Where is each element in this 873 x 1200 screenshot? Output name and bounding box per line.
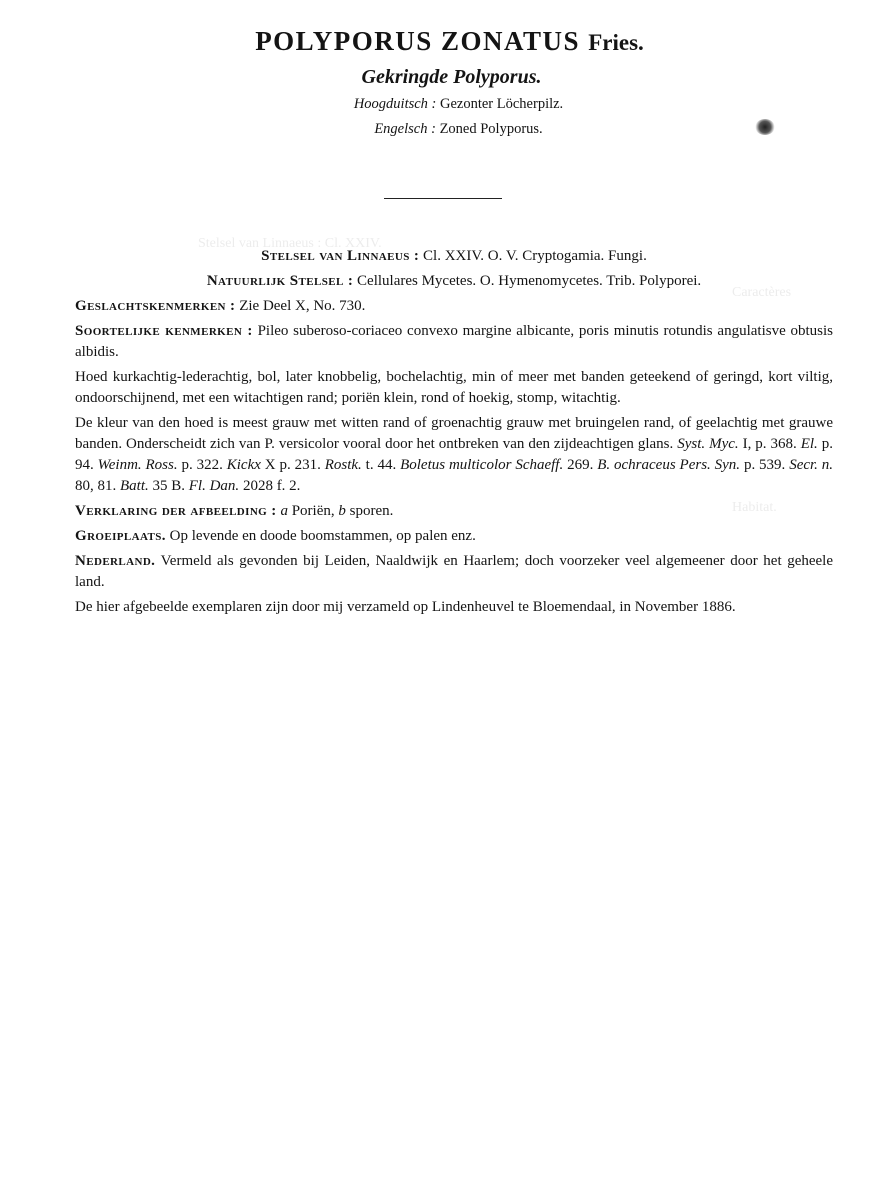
reference-detail: I, p. 368.: [742, 436, 797, 452]
german-name: Gezonter Löcherpilz.: [440, 96, 564, 112]
species-characters-text: Pileo suberoso-coriaceo convexo margine albicante, poris minutis rotundis angulatisve obtusis albidis.: [75, 323, 834, 360]
reference-detail: p. 94.: [75, 436, 834, 473]
figure-key-a-text: Poriën,: [291, 503, 335, 519]
habitat-text: Op levende en doode boomstammen, op palen enz.: [169, 528, 476, 544]
linnaeus-label: Stelsel van Linnaeus :: [261, 248, 420, 264]
natural-system-text: Cellulares Mycetes. O. Hymenomycetes. Trib. Polyporei.: [357, 273, 702, 289]
reference-detail: 80, 81.: [75, 478, 117, 494]
closing-paragraph: De hier afgebeelde exemplaren zijn door mij verzameld op Lindenheuvel te Bloemendaal, in November 1886.: [75, 599, 736, 615]
species-characters-paragraph: [75, 321, 833, 363]
bleed-through-text: Caractères: [732, 285, 792, 300]
figure-explanation-line: [75, 501, 833, 522]
reference-title: Rostk.: [324, 457, 362, 473]
colour-description: De kleur van den hoed is meest grauw met witten rand of groenachtig grauw met bruingelen rand, of geelachtig met grauwe banden. Onderscheidt zich van P. versicolor vooral door het ontbreken van den zijdeachtigen glans.: [75, 415, 833, 452]
genus-characters-line: [75, 296, 833, 317]
reference-detail: t. 44.: [365, 457, 397, 473]
habitat-line: [75, 526, 833, 547]
reference-detail: X p. 231.: [264, 457, 321, 473]
reference-title: Boletus multicolor Schaeff.: [400, 457, 564, 473]
english-language-label: Engelsch :: [374, 121, 436, 137]
netherlands-label: Nederland.: [75, 553, 156, 569]
german-language-label: Hoogduitsch :: [353, 96, 437, 112]
reference-title: Kickx: [226, 457, 261, 473]
reference-title: Batt.: [120, 478, 149, 494]
natural-system-label: Natuurlijk Stelsel :: [206, 273, 354, 289]
figure-key-b: b: [338, 503, 346, 519]
genus-label: Geslachtskenmerken :: [75, 298, 236, 314]
natural-system-line: [75, 271, 833, 292]
reference-title: Syst. Myc.: [677, 436, 739, 452]
description-paragraph: Hoed kurkachtig-lederachtig, bol, later knobbelig, bochelachtig, min of meer met banden geteekend of geringd, kort viltig, ondoorschijnend, met een witachtigen rand; poriën klein, rond of hoekig, stomp, witachtig.: [75, 369, 833, 406]
bleed-through-text: Stelsel van Linnaeus : Cl. XXIV.: [198, 236, 382, 251]
linnaeus-system-line: [75, 246, 833, 267]
species-author: Fries.: [588, 30, 644, 55]
reference-detail: 35 B.: [152, 478, 186, 494]
genus-text: Zie Deel X, No. 730.: [239, 298, 366, 314]
english-name: Zoned Polyporus.: [439, 121, 543, 137]
reference-detail: p. 322.: [181, 457, 223, 473]
species-characters-label: Soortelijke kenmerken :: [75, 323, 253, 339]
figure-explanation-label: Verklaring der afbeelding :: [75, 503, 277, 519]
reference-title: B. ochraceus Pers. Syn.: [597, 457, 741, 473]
netherlands-paragraph: [75, 551, 833, 593]
habitat-label: Groeiplaats.: [75, 528, 166, 544]
reference-title: Secr. n.: [789, 457, 834, 473]
figure-key-a: a: [280, 503, 288, 519]
title-block: [0, 22, 873, 142]
colour-and-references-paragraph: [75, 413, 833, 497]
divider-rule: [384, 198, 502, 199]
reference-detail: 2028 f. 2.: [242, 478, 301, 494]
german-name-line: [0, 92, 873, 117]
species-name: POLYPORUS ZONATUS: [255, 26, 580, 56]
english-name-line: [0, 117, 873, 142]
page-title: [0, 22, 873, 62]
reference-detail: 269.: [567, 457, 594, 473]
linnaeus-text: Cl. XXIV. O. V. Cryptogamia. Fungi.: [423, 248, 647, 264]
figure-key-b-text: sporen.: [349, 503, 394, 519]
dutch-common-name: Gekringde Polyporus.: [361, 66, 542, 88]
bleed-through-text: Habitat.: [732, 500, 777, 515]
netherlands-text: Vermeld als gevonden bij Leiden, Naaldwijk en Haarlem; doch voorzeker veel algemeener door het geheele land.: [75, 553, 833, 590]
reference-title: Fl. Dan.: [188, 478, 240, 494]
body-text: [75, 246, 833, 622]
reference-detail: p. 539.: [743, 457, 786, 473]
reference-title: El.: [800, 436, 818, 452]
reference-title: Weinm. Ross.: [97, 457, 178, 473]
